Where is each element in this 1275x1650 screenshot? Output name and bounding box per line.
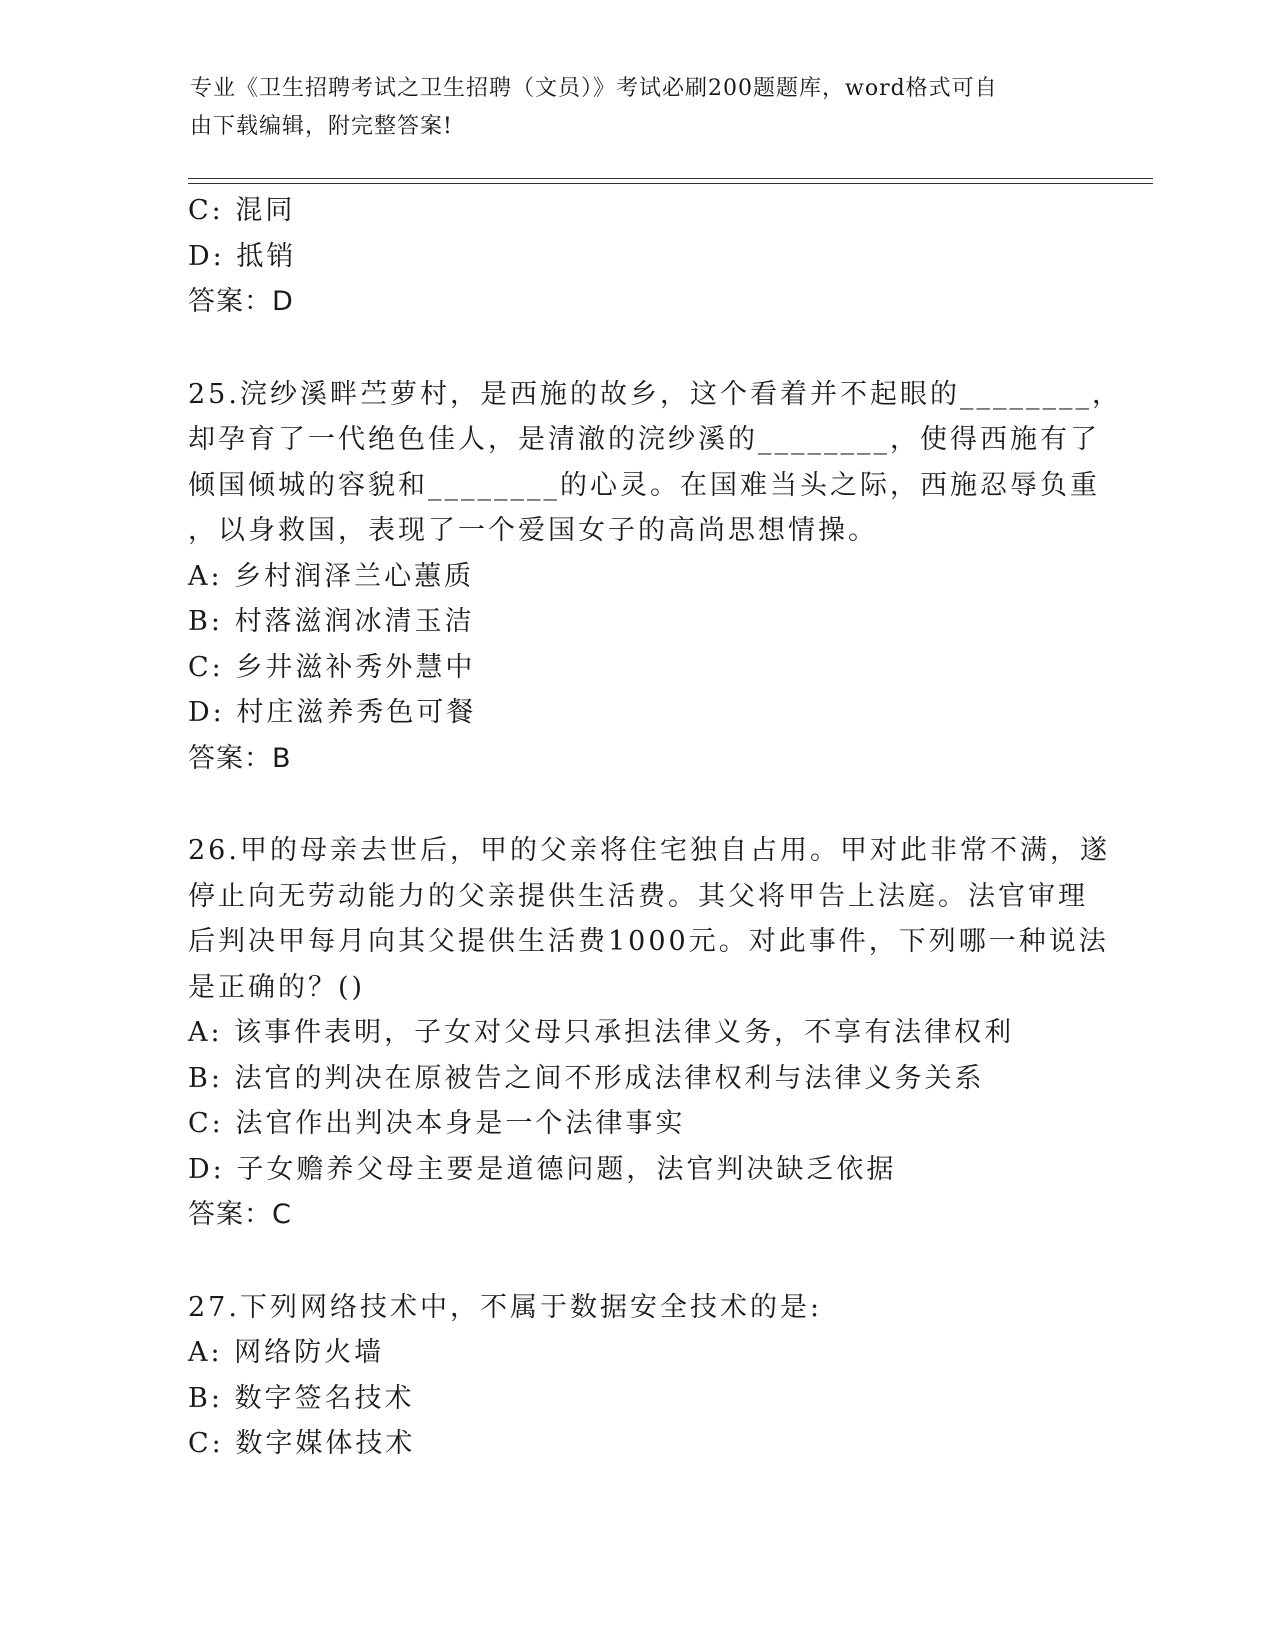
question-text-line: 却孕育了一代绝色佳人，是清澈的浣纱溪的________，使得西施有了 — [188, 424, 1100, 455]
option-b: B: 数字签名技术 — [188, 1382, 415, 1414]
question-26 — [188, 828, 1110, 1238]
question-text-line: 后判决甲每月向其父提供生活费1000元。对此事件，下列哪一种说法 — [188, 926, 1109, 957]
option-c: C: 混同 — [188, 195, 296, 226]
option-d: D: 村庄滋养秀色可餐 — [188, 697, 477, 728]
option-d: D: 抵销 — [188, 240, 297, 272]
previous-question — [188, 188, 1088, 325]
question-content — [188, 188, 1122, 1467]
header-divider-top — [188, 178, 1153, 179]
option-b: B: 村落滋润冰清玉洁 — [188, 606, 475, 637]
question-text-line: 停止向无劳动能力的父亲提供生活费。其父将甲告上法庭。法官审理 — [188, 880, 1088, 912]
header-divider-bottom — [188, 183, 1153, 184]
question-text-line: 26.甲的母亲去世后，甲的父亲将住宅独自占用。甲对此非常不满，遂 — [188, 835, 1110, 866]
option-d: D: 子女赡养父母主要是道德问题，法官判决缺乏依据 — [188, 1153, 897, 1185]
question-text-line: 25.浣纱溪畔苎萝村，是西施的故乡，这个看着并不起眼的________， — [188, 378, 1122, 410]
option-a: A: 该事件表明，子女对父母只承担法律义务，不享有法律权利 — [188, 1017, 1015, 1048]
answer: 答案：D — [188, 286, 294, 317]
option-b: B: 法官的判决在原被告之间不形成法律权利与法律义务关系 — [188, 1062, 985, 1094]
answer: 答案：C — [188, 1199, 292, 1230]
option-c: C: 乡井滋补秀外慧中 — [188, 651, 476, 683]
option-a: A: 网络防火墙 — [188, 1337, 385, 1368]
option-a: A: 乡村润泽兰心蕙质 — [188, 560, 475, 592]
document-header — [190, 70, 1090, 146]
question-text-line: 倾国倾城的容貌和________的心灵。在国难当头之际，西施忍辱负重 — [188, 469, 1100, 501]
question-text-line: ，以身救国，表现了一个爱国女子的高尚思想情操。 — [188, 515, 878, 546]
option-c: C: 法官作出判决本身是一个法律事实 — [188, 1108, 686, 1139]
answer: 答案：B — [188, 742, 292, 774]
header-line-2: 由下载编辑，附完整答案! — [190, 114, 453, 139]
question-27 — [188, 1285, 1088, 1467]
question-text-line: 是正确的？() — [188, 971, 366, 1003]
header-line-1: 专业《卫生招聘考试之卫生招聘（文员）》考试必刷200题题库，word格式可自 — [190, 76, 998, 101]
option-c: C: 数字媒体技术 — [188, 1428, 416, 1459]
question-text-line: 27.下列网络技术中，不属于数据安全技术的是: — [188, 1291, 823, 1323]
question-25 — [188, 372, 1122, 782]
